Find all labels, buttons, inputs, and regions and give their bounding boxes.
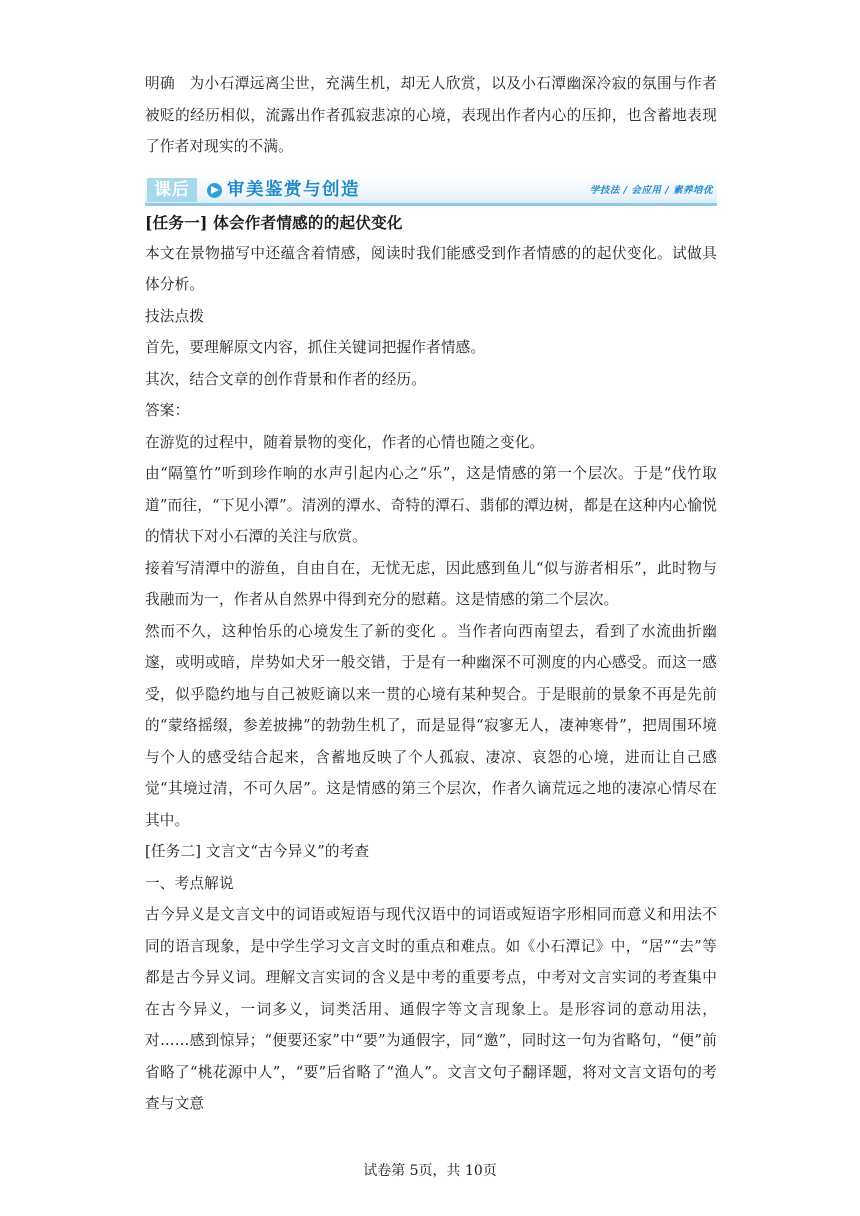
task2-title: [任务二] 文言文“古今异义”的考查 — [145, 843, 370, 860]
task1-tip: 首先，要理解原文内容，抓住关键词把握作者情感。 — [145, 339, 486, 356]
task1-answer-label: 答案： — [145, 402, 190, 419]
page-footer: 试卷第 5页，共 10页 — [363, 1163, 497, 1179]
task2-section-heading: 一、考点解说 — [145, 874, 234, 892]
intro-paragraph — [145, 68, 717, 163]
banner-underline — [145, 203, 717, 206]
task1-answer-paragraph: 接着写清潭中的游鱼，自由自在，无忧无虑，因此感到鱼儿“似与游者相乐”，此时物与我融而为一，作者从自然界中得到充分的慰藉。这是情感的第二个层次。 — [145, 559, 717, 608]
task1-answer-paragraph: 然而不久，这种怡乐的心境发生了新的变化 。当作者向西南望去，看到了水流曲折幽邃，或明或暗，岸势如犬牙一般交错，于是有一种幽深不可测度的内心感受。而这一感受，似乎隐约地与自己被贬谪以来一贯的心境有某种契合。于是眼前的景象不再是先前的“蒙络摇缀，参差披拂”的勃勃生机了，而是显得“寂寥无人，凄神寒骨”，把周围环境与个人的感受结合起来，含蓄地反映了个人孤寂、凄凉、哀怨的心境，进而让自己感觉“其境过清，不可久居”。这是情感的第三个层次，作者久谪荒远之地的凄凉心情尽在其中。 — [145, 622, 717, 829]
arrow-right-circle-icon — [207, 183, 222, 198]
task1-title: [任务一] 体会作者情感的的起伏变化 — [145, 212, 403, 232]
intro-label: 明确 — [145, 75, 176, 92]
task1-answer-paragraph: 由“隔篁竹”听到珍作响的水声引起内心之“乐”，这是情感的第一个层次。于是“伐竹取道”而往，“下见小潭”。清冽的潭水、奇特的潭石、翡郁的潭边树，都是在这种内心愉悦的情状下对小石潭的关注与欣赏。 — [145, 465, 717, 545]
task1-question: 本文在景物描写中还蕴含着情感，阅读时我们能感受到作者情感的的起伏变化。试做具体分析。 — [145, 244, 717, 293]
banner-subtitle: 学技法 / 会应用 / 素养培优 — [589, 184, 713, 196]
section-banner — [145, 174, 717, 206]
intro-text: 为小石潭远离尘世，充满生机，却无人欣赏，以及小石潭幽深冷寂的氛围与作者被贬的经历相似，流露出作者孤寂悲凉的心境，表现出作者内心的压抑，也含蓄地表现了作者对现实的不满。 — [145, 75, 717, 155]
banner-title: 审美鉴赏与创造 — [227, 179, 360, 200]
task1-tip: 其次，结合文章的创作背景和作者的经历。 — [145, 370, 427, 388]
page-content — [145, 68, 717, 1120]
task1-tips-label: 技法点拨 — [145, 307, 205, 325]
banner-label: 课后 — [147, 178, 197, 202]
task2-body: 古今异义是文言文中的词语或短语与现代汉语中的词语或短语字形相同而意义和用法不同的语言现象，是中学生学习文言文时的重点和难点。如《小石潭记》中，“居”“去”等都是古今异义词。理解文言实词的含义是中考的重要考点，中考对文言实词的考查集中在古今异义，一词多义，词类活用、通假字等文言现象上。是形容词的意动用法，对……感到惊异；“便要还家”中“要”为通假字，同“邀”，同时这一句为省略句，“便”前省略了“桃花源中人”，“要”后省略了“渔人”。文言文句子翻译题，将对文言文语句的考查与文意 — [145, 906, 717, 1112]
task1-answer-paragraph: 在游览的过程中，随着景物的变化，作者的心情也随之变化。 — [145, 433, 545, 451]
